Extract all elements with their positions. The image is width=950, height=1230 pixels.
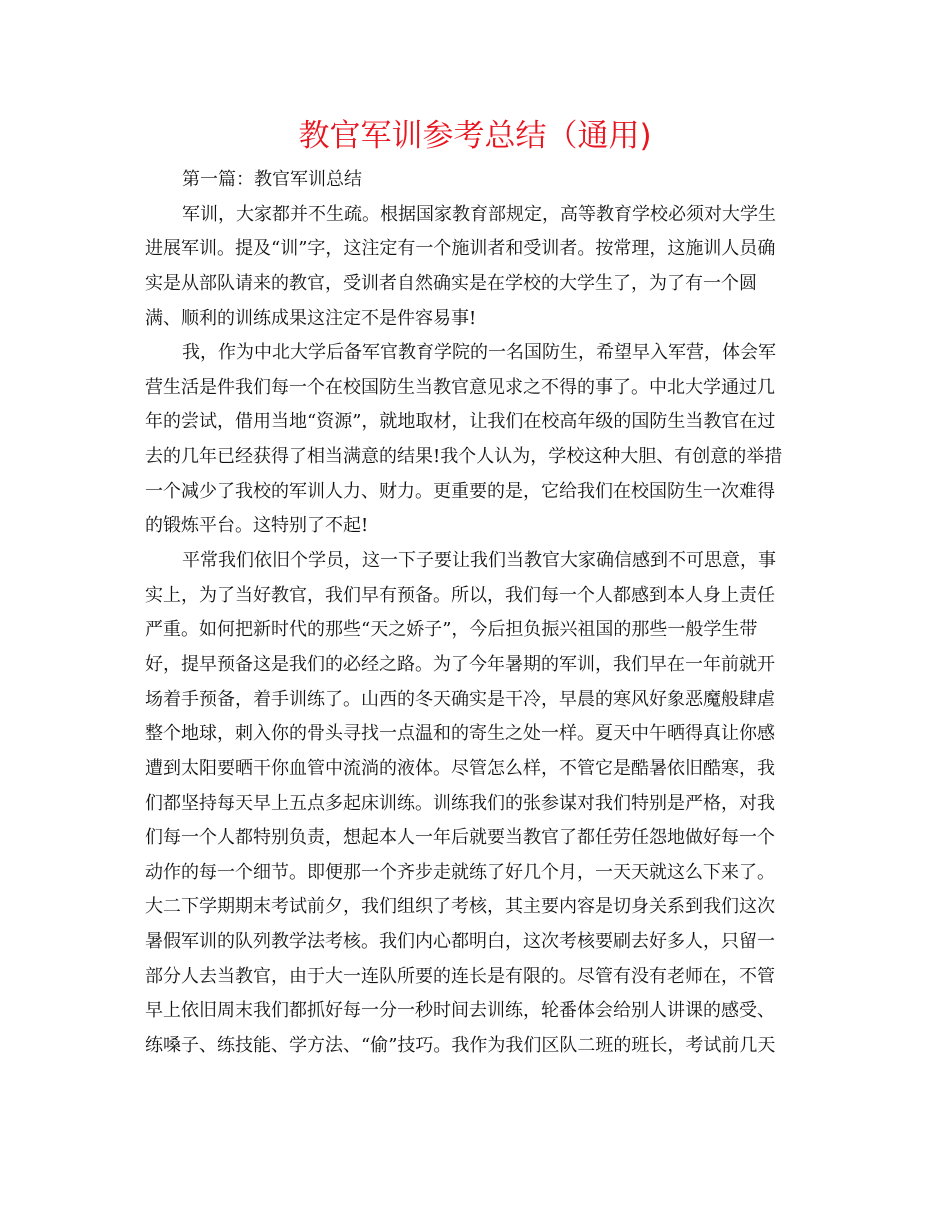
text-line: 去的几年已经获得了相当满意的结果!我个人认为，学校这种大胆、有创意的举措 xyxy=(145,446,783,468)
text-line: 动作的每一个细节。即便那一个齐步走就练了好几个月，一天天就这么下来了。 xyxy=(145,861,775,883)
text-line: 部分人去当教官，由于大一连队所要的连长是有限的。尽管有没有老师在，不管 xyxy=(145,965,775,987)
text-line: 一个减少了我校的军训人力、财力。更重要的是，它给我们在校国防生一次难得 xyxy=(145,480,775,502)
text-line: 第一篇：教官军训总结 xyxy=(182,169,362,190)
document-title: 教官军训参考总结（通用) xyxy=(298,118,652,154)
text-line: 好，提早预备这是我们的必经之路。为了今年暑期的军训，我们早在一年前就开 xyxy=(145,653,775,675)
text-line: 遭到太阳要晒干你血管中流淌的液体。尽管怎么样，不管它是酷暑依旧酷寒，我 xyxy=(145,757,775,779)
text-line: 我，作为中北大学后备军官教育学院的一名国防生，希望早入军营，体会军 xyxy=(182,342,776,364)
text-line: 整个地球，刺入你的骨头寻找一点温和的寄生之处一样。夏天中午晒得真让你感 xyxy=(145,723,775,745)
text-line: 严重。如何把新时代的那些“天之娇子”，今后担负振兴祖国的那些一般学生带 xyxy=(145,619,758,641)
text-line: 平常我们依旧个学员，这一下子要让我们当教官大家确信感到不可思意，事 xyxy=(182,550,776,572)
text-line: 练嗓子、练技能、学方法、“偷”技巧。我作为我们区队二班的班长，考试前几天 xyxy=(145,1035,776,1057)
text-line: 大二下学期期末考试前夕，我们组织了考核，其主要内容是切身关系到我们这次 xyxy=(145,896,775,918)
text-line: 进展军训。提及“训”字，这注定有一个施训者和受训者。按常理，这施训人员确 xyxy=(145,238,776,260)
text-line: 们都坚持每天早上五点多起床训练。训练我们的张参谋对我们特别是严格，对我 xyxy=(145,792,775,814)
text-line: 的锻炼平台。这特别了不起! xyxy=(145,515,369,537)
text-line: 年的尝试，借用当地“资源”，就地取材，让我们在校高年级的国防生当教官在过 xyxy=(145,411,776,433)
text-line: 实上，为了当好教官，我们早有预备。所以，我们每一个人都感到本人身上责任 xyxy=(145,584,775,606)
text-line: 早上依旧周末我们都抓好每一分一秒时间去训练，轮番体会给别人讲课的感受、 xyxy=(145,1000,775,1022)
text-line: 们每一个人都特别负责，想起本人一年后就要当教官了都任劳任怨地做好每一个 xyxy=(145,827,775,849)
text-line: 实是从部队请来的教官，受训者自然确实是在学校的大学生了，为了有一个圆 xyxy=(145,272,757,294)
text-line: 满、顺利的训练成果这注定不是件容易事! xyxy=(145,307,477,329)
text-line: 暑假军训的队列教学法考核。我们内心都明白，这次考核要刷去好多人，只留一 xyxy=(145,931,775,953)
text-line: 营生活是件我们每一个在校国防生当教官意见求之不得的事了。中北大学通过几 xyxy=(145,376,775,398)
text-line: 场着手预备，着手训练了。山西的冬天确实是干冷，早晨的寒风好象恶魔般肆虐 xyxy=(145,688,775,710)
document-body xyxy=(145,163,805,1064)
text-line: 军训，大家都并不生疏。根据国家教育部规定，高等教育学校必须对大学生 xyxy=(182,203,776,225)
